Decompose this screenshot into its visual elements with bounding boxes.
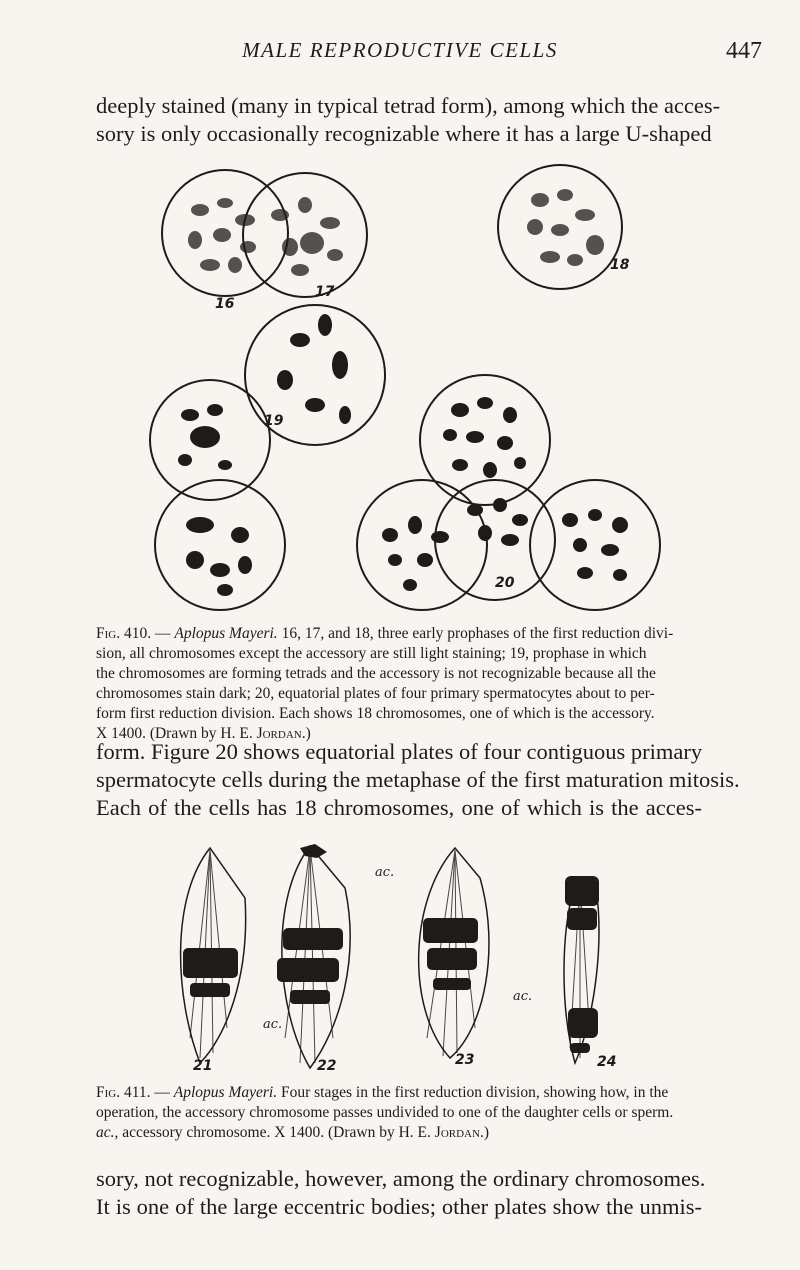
paragraph-1 <box>96 92 721 148</box>
figure-label: 20 <box>495 575 515 591</box>
figure-411-illustration <box>165 838 635 1078</box>
text-line: form. Figure 20 shows equatorial plates of four contiguous primary <box>96 739 703 764</box>
caption-line: X 1400. (Drawn by H. E. Jordan.) <box>96 725 311 742</box>
caption-line: form first reduction division. Each shows 18 chromosomes, one of which is the accessory. <box>96 705 655 722</box>
cell-20b-outline <box>357 480 487 610</box>
page-number: 447 <box>726 38 762 64</box>
caption-line: Fig. 411. — Aplopus Mayeri. Four stages in the first reduction division, showing how, in the <box>96 1084 669 1101</box>
text-line: Each of the cells has 18 chromosomes, one of which is the acces- <box>96 795 702 820</box>
cell-20a-outline <box>420 375 550 505</box>
figure-410-caption <box>96 624 706 744</box>
accessory-label: ac. <box>513 989 533 1004</box>
text-line: spermatocyte cells during the metaphase of the first maturation mitosis. <box>96 767 740 792</box>
figure-label: 19 <box>264 413 284 429</box>
text-line: It is one of the large eccentric bodies; other plates show the unmis- <box>96 1194 702 1219</box>
spindle-fibers <box>190 848 590 1063</box>
figure-label: 22 <box>317 1058 337 1074</box>
accessory-label: ac. <box>375 865 395 880</box>
text-line: deeply stained (many in typical tetrad form), among which the acces- <box>96 93 721 118</box>
caption-line: sion, all chromosomes except the accessory are still light staining; 19, prophase in which <box>96 645 647 662</box>
figure-label: 23 <box>455 1052 475 1068</box>
paragraph-2 <box>96 738 740 822</box>
caption-line: Fig. 410. — Aplopus Mayeri. 16, 17, and 18, three early prophases of the first reduction divi- <box>96 625 674 642</box>
running-head: MALE REPRODUCTIVE CELLS <box>242 38 558 62</box>
figure-411-caption <box>96 1083 706 1143</box>
accessory-label: ac. <box>263 1017 283 1032</box>
caption-line: the chromosomes are forming tetrads and the accessory is not recognizable because all the <box>96 665 656 682</box>
caption-line: chromosomes stain dark; 20, equatorial plates of four primary spermatocytes about to per- <box>96 685 655 702</box>
caption-line: ac., accessory chromosome. X 1400. (Drawn by H. E. Jordan.) <box>96 1124 489 1141</box>
figure-label: 17 <box>315 284 335 300</box>
caption-line: operation, the accessory chromosome passes undivided to one of the daughter cells or sperm. <box>96 1104 674 1121</box>
spindle-22 <box>282 846 350 1068</box>
figure-label: 16 <box>215 296 235 312</box>
cell-20d-outline <box>530 480 660 610</box>
figure-label: 18 <box>610 257 630 273</box>
figure-410-illustration <box>140 165 680 615</box>
text-line: sory is only occasionally recognizable where it has a large U-shaped <box>96 121 712 146</box>
figure-label: 24 <box>597 1054 617 1070</box>
paragraph-3 <box>96 1165 706 1221</box>
text-line: sory, not recognizable, however, among the ordinary chromosomes. <box>96 1166 706 1191</box>
figure-label: 21 <box>193 1058 213 1074</box>
